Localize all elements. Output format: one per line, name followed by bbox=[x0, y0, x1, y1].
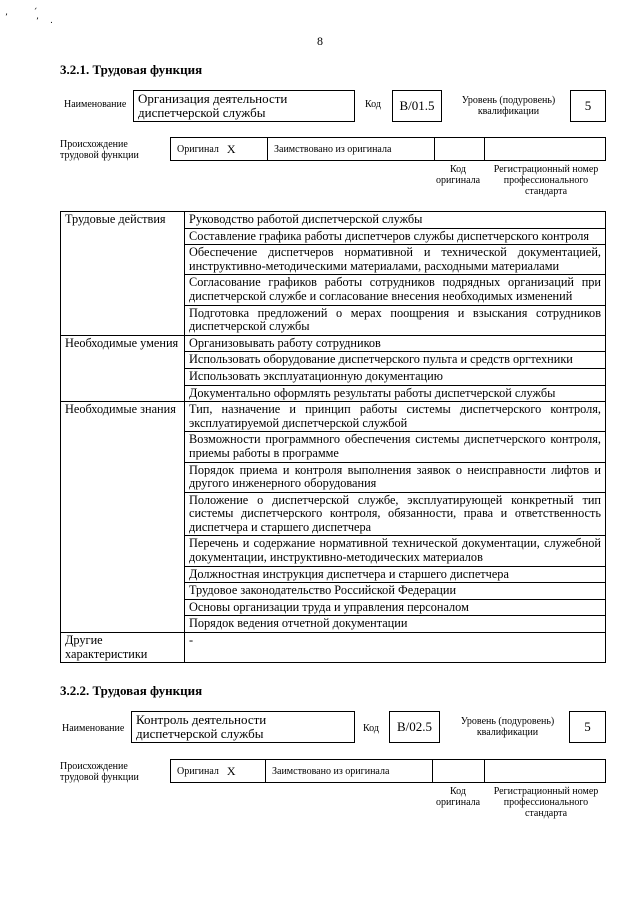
code-label: Код bbox=[365, 99, 381, 110]
scan-mark: ´ bbox=[33, 8, 38, 18]
knowledge-item: Порядок приема и контроля выполнения заявок о неисправности лифтов и другого инженерного оборудования bbox=[185, 462, 606, 492]
skills-label: Необходимые умения bbox=[61, 335, 185, 401]
knowledge-item: Перечень и содержание нормативной технической документации, служебной документации, инструктивно-методических материалов bbox=[185, 536, 606, 566]
scan-mark: ʼ bbox=[5, 13, 8, 23]
knowledge-item: Возможности программного обеспечения системы диспетчерского контроля, приемы работы в программе bbox=[185, 432, 606, 462]
labor-action-item: Обеспечение диспетчеров нормативной и технической документацией, инструктивно-методическими материалами, расходными материалами bbox=[185, 245, 606, 275]
scan-mark: ʼ bbox=[36, 17, 39, 27]
knowledge-label: Необходимые знания bbox=[61, 402, 185, 633]
labor-action-item: Согласование графиков работы сотрудников подрядных организаций при диспетчерской службе и согласование внесения необходимых изменений bbox=[185, 275, 606, 305]
original-label: Оригинал bbox=[177, 143, 219, 155]
origin-label: Происхождение трудовой функции bbox=[60, 139, 139, 161]
original-mark: Х bbox=[226, 141, 236, 156]
function-name-box: Контроль деятельности диспетчерской службы bbox=[131, 711, 355, 743]
labor-action-item: Подготовка предложений о мерах поощрения и взыскания сотрудников диспетчерской службы bbox=[185, 305, 606, 335]
skill-item: Использовать эксплуатационную документацию bbox=[185, 368, 606, 385]
table-row bbox=[61, 633, 606, 663]
code-box: B/01.5 bbox=[392, 90, 442, 122]
table-row bbox=[61, 212, 606, 229]
original-code-cell bbox=[433, 760, 485, 782]
table-row bbox=[61, 335, 606, 352]
knowledge-item: Положение о диспетчерской службе, эксплуатирующей конкретный тип системы диспетчерского контроля, обязанности, права и ответственность диспетчера и старшего диспетчера bbox=[185, 492, 606, 536]
table-row bbox=[61, 402, 606, 432]
original-label: Оригинал bbox=[177, 765, 219, 777]
skill-item: Организовывать работу сотрудников bbox=[185, 335, 606, 352]
reg-number-cell bbox=[485, 138, 605, 160]
labor-action-item: Составление графика работы диспетчеров службы диспетчерского контроля bbox=[185, 228, 606, 245]
borrowed-cell: Заимствовано из оригинала bbox=[266, 760, 433, 782]
original-cell bbox=[171, 760, 266, 782]
scan-mark: . bbox=[50, 16, 53, 26]
function-table bbox=[60, 211, 606, 663]
knowledge-item: Основы организации труда и управления персоналом bbox=[185, 599, 606, 616]
knowledge-item: Должностная инструкция диспетчера и старшего диспетчера bbox=[185, 566, 606, 583]
knowledge-item: Порядок ведения отчетной документации bbox=[185, 616, 606, 633]
original-cell bbox=[171, 138, 268, 160]
code-label: Код bbox=[363, 723, 379, 734]
reg-number-label: Регистрационный номер профессионального стандарта bbox=[493, 786, 599, 819]
level-box: 5 bbox=[570, 90, 606, 122]
skill-item: Использовать оборудование диспетчерского пульта и средств оргтехники bbox=[185, 352, 606, 369]
code-of-original-label: Код оригинала bbox=[435, 164, 481, 186]
reg-number-label: Регистрационный номер профессионального стандарта bbox=[493, 164, 599, 197]
labor-actions-label: Трудовые действия bbox=[61, 212, 185, 336]
knowledge-item: Тип, назначение и принцип работы системы диспетчерского контроля, эксплуатируемой диспетчерской службой bbox=[185, 402, 606, 432]
origin-label: Происхождение трудовой функции bbox=[60, 761, 139, 783]
knowledge-item: Трудовое законодательство Российской Федерации bbox=[185, 583, 606, 600]
code-box: B/02.5 bbox=[389, 711, 440, 743]
original-mark: Х bbox=[226, 763, 236, 778]
other-label: Другие характеристики bbox=[61, 633, 185, 663]
level-label: Уровень (подуровень) квалификации bbox=[460, 716, 555, 738]
origin-row bbox=[170, 137, 606, 161]
page-number: 8 bbox=[317, 34, 323, 48]
original-code-cell bbox=[435, 138, 485, 160]
other-value: - bbox=[185, 633, 606, 663]
function-name-box: Организация деятельности диспетчерской службы bbox=[133, 90, 355, 122]
borrowed-cell: Заимствовано из оригинала bbox=[268, 138, 435, 160]
name-label: Наименование bbox=[62, 723, 125, 734]
level-box: 5 bbox=[569, 711, 606, 743]
labor-action-item: Руководство работой диспетчерской службы bbox=[185, 212, 606, 229]
origin-row bbox=[170, 759, 606, 783]
name-label: Наименование bbox=[64, 99, 127, 110]
code-of-original-label: Код оригинала bbox=[435, 786, 481, 808]
skill-item: Документально оформлять результаты работы диспетчерской службы bbox=[185, 385, 606, 402]
section-title: 3.2.1. Трудовая функция bbox=[60, 62, 203, 77]
reg-number-cell bbox=[485, 760, 605, 782]
level-label: Уровень (подуровень) квалификации bbox=[461, 95, 556, 117]
section-title: 3.2.2. Трудовая функция bbox=[60, 683, 203, 698]
